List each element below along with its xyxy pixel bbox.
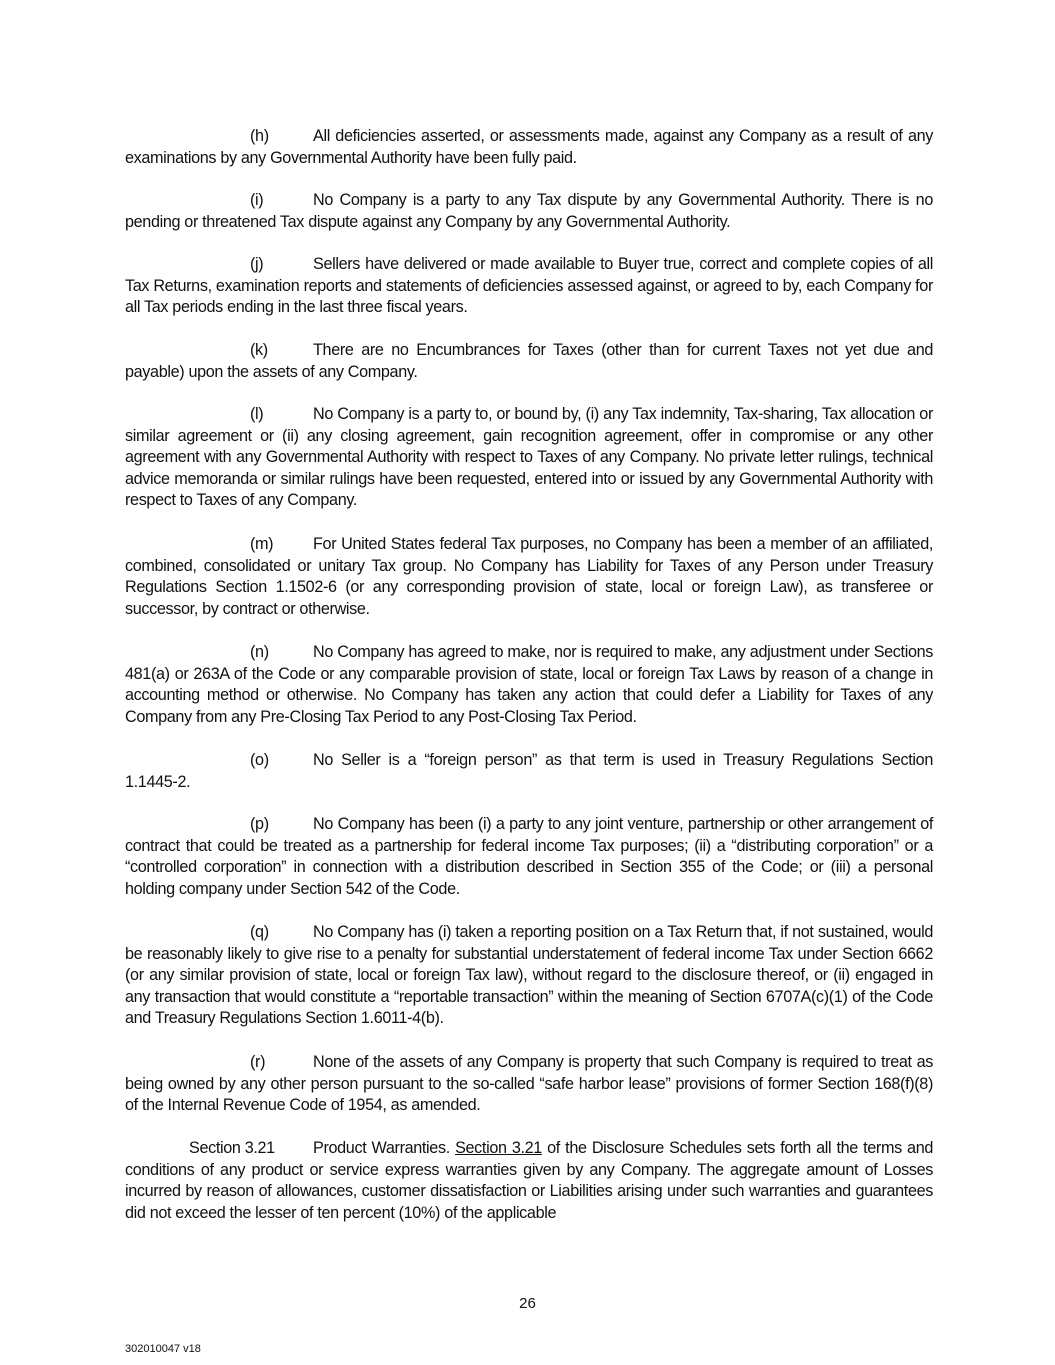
section-heading: Product Warranties. (313, 1139, 450, 1157)
paragraph-label: (l) (250, 405, 264, 423)
paragraph-label: (n) (250, 643, 269, 661)
paragraph-text: Sellers have delivered or made available to Buyer true, correct and complete copies of all Tax Returns, examination reports and statements of deficiencies assessed against, or agreed to by, each Company for all Tax periods ending in the last three fiscal years. (125, 255, 933, 316)
section-reference-link[interactable]: Section 3.21 (455, 1139, 542, 1157)
document-id: 302010047 v18 (125, 1343, 201, 1355)
paragraph-text: For United States federal Tax purposes, no Company has been a member of an affiliated, combined, consolidated or unitary Tax group. No Company has Liability for Taxes of any Person under Treasury Regulations Section 1.1502-6 (or any corresponding provision of state, local or foreign Law), as transferee or successor, by contract or otherwise. (125, 535, 933, 618)
paragraph-text: No Company has (i) taken a reporting position on a Tax Return that, if not sustained, would be reasonably likely to give rise to a penalty for substantial understatement of federal income Tax under Section 6662 (or any similar provision of state, local or foreign Tax law), without regard to the disclosure thereof, or (ii) engaged in any transaction that would constitute a “reportable transaction” within the meaning of Section 6707A(c)(1) of the Code and Treasury Regulations Section 1.6011-4(b). (125, 923, 933, 1027)
paragraph-label: (h) (250, 127, 269, 145)
paragraph-text: All deficiencies asserted, or assessments made, against any Company as a result of any examinations by any Governmental Authority have been fully paid. (125, 127, 933, 167)
paragraph-label: (q) (250, 923, 269, 941)
paragraph-h (125, 126, 933, 169)
section-number: Section 3.21 (189, 1139, 275, 1157)
paragraph-label: (m) (250, 535, 274, 553)
paragraph-q (125, 922, 933, 1030)
paragraph-j (125, 254, 933, 319)
section-3-21 (125, 1138, 933, 1224)
paragraph-p (125, 814, 933, 900)
paragraph-label: (p) (250, 815, 269, 833)
paragraph-i (125, 190, 933, 233)
paragraph-text: No Company has agreed to make, nor is required to make, any adjustment under Sections 481(a) or 263A of the Code or any comparable provision of state, local or foreign Tax Laws by reason of a change in accounting method or otherwise. No Company has taken any action that could defer a Liability for Taxes of any Company from any Pre-Closing Tax Period to any Post-Closing Tax Period. (125, 643, 933, 726)
paragraph-o (125, 750, 933, 793)
paragraph-text: No Company is a party to, or bound by, (i) any Tax indemnity, Tax-sharing, Tax allocation or similar agreement or (ii) any closing agreement, gain recognition agreement, offer in compromise or any other agreement with any Governmental Authority with respect to Taxes of any Company. No private letter rulings, technical advice memoranda or similar rulings have been requested, entered into or issued by any Governmental Authority with respect to Taxes of any Company. (125, 405, 933, 509)
paragraph-text: No Seller is a “foreign person” as that term is used in Treasury Regulations Section 1.1445-2. (125, 751, 933, 791)
paragraph-text: No Company is a party to any Tax dispute by any Governmental Authority. There is no pending or threatened Tax dispute against any Company by any Governmental Authority. (125, 191, 933, 231)
paragraph-text: None of the assets of any Company is property that such Company is required to treat as being owned by any other person pursuant to the so-called “safe harbor lease” provisions of former Section 168(f)(8) of the Internal Revenue Code of 1954, as amended. (125, 1053, 933, 1114)
paragraph-l (125, 404, 933, 512)
paragraph-text: There are no Encumbrances for Taxes (other than for current Taxes not yet due and payable) upon the assets of any Company. (125, 341, 933, 381)
paragraph-m (125, 534, 933, 620)
section-text: of the Disclosure Schedules sets forth all the terms and conditions of any product or service express warranties given by any Company. The aggregate amount of Losses incurred by reason of allowances, customer dissatisfaction or Liabilities arising under such warranties and guarantees did not exceed the lesser of ten percent (10%) of the applicable (125, 1139, 933, 1222)
paragraph-label: (j) (250, 255, 264, 273)
paragraph-label: (o) (250, 751, 269, 769)
paragraph-label: (r) (250, 1053, 266, 1071)
paragraph-text: No Company has been (i) a party to any joint venture, partnership or other arrangement of contract that could be treated as a partnership for federal income Tax purposes; (ii) a “distributing corporation” or a “controlled corporation” in connection with a distribution described in Section 355 of the Code; or (iii) a personal holding company under Section 542 of the Code. (125, 815, 933, 898)
page-number: 26 (519, 1295, 536, 1312)
paragraph-k (125, 340, 933, 383)
paragraph-r (125, 1052, 933, 1117)
paragraph-label: (k) (250, 341, 268, 359)
paragraph-label: (i) (250, 191, 264, 209)
paragraph-n (125, 642, 933, 728)
